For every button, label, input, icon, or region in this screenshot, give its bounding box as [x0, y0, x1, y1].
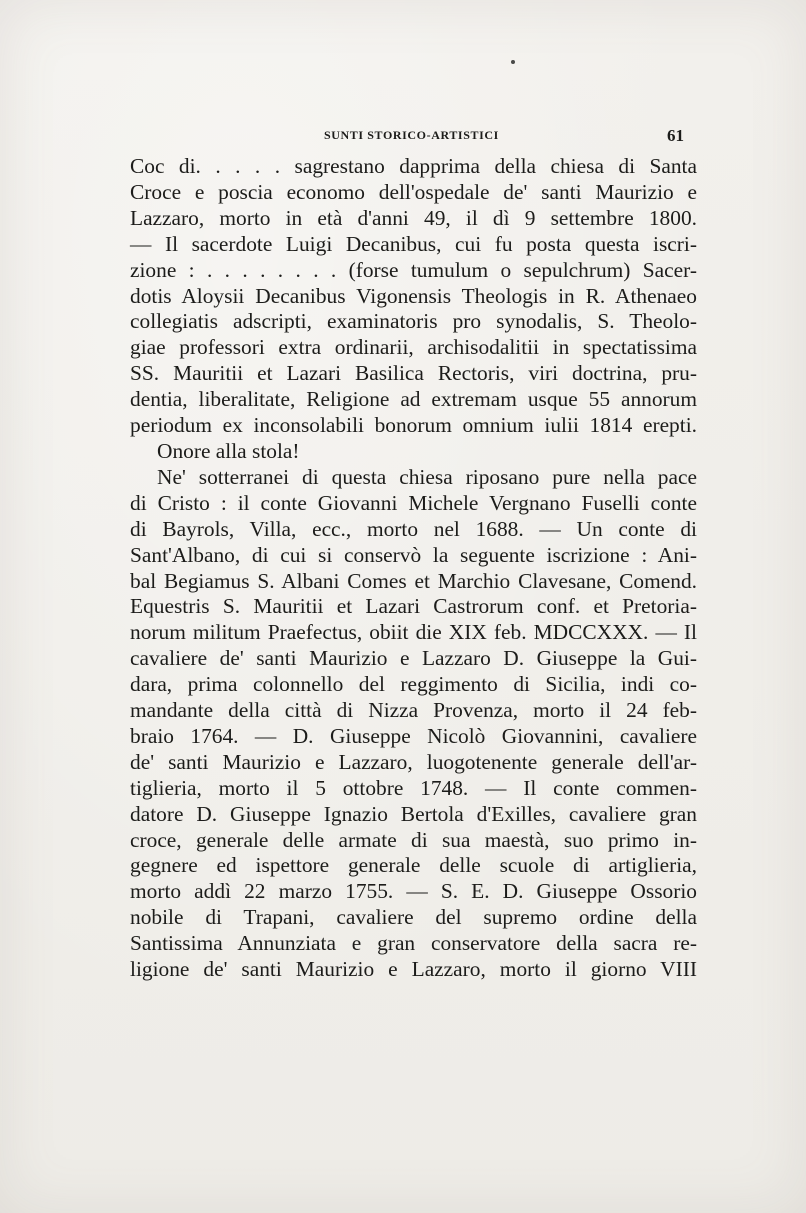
text-line: Croce e poscia economo dell'ospedale de' santi Maurizio e [130, 179, 697, 204]
text-line: mandante della città di Nizza Provenza, morto il 24 feb- [130, 698, 697, 723]
text-line: zione : . . . . . . . . (forse tumulum o sepulchrum) Sacer- [130, 257, 697, 282]
body-text [130, 154, 697, 983]
text-line: Equestris S. Mauritii et Lazari Castrorum conf. et Pretoria- [130, 594, 697, 619]
text-line: dotis Aloysii Decanibus Vigonensis Theologis in R. Athenaeo [130, 283, 697, 308]
text-line: Santissima Annunziata e gran conservatore della sacra re- [130, 931, 697, 956]
text-line: collegiatis adscripti, examinatoris pro synodalis, S. Theolo- [130, 309, 697, 334]
text-line: dentia, liberalitate, Religione ad extremam usque 55 annorum [130, 387, 697, 412]
text-line: de' santi Maurizio e Lazzaro, luogotenente generale dell'ar- [130, 749, 697, 774]
text-line: SS. Mauritii et Lazari Basilica Rectoris, viri doctrina, pru- [130, 361, 697, 386]
text-line: di Cristo : il conte Giovanni Michele Vergnano Fuselli conte [130, 490, 697, 515]
text-line: Lazzaro, morto in età d'anni 49, il dì 9 settembre 1800. [130, 205, 697, 230]
text-line: ligione de' santi Maurizio e Lazzaro, morto il giorno VIII [130, 957, 697, 982]
text-line: periodum ex inconsolabili bonorum omnium iulii 1814 erepti. [130, 413, 697, 438]
text-line: Ne' sotterranei di questa chiesa riposano pure nella pace [157, 464, 697, 489]
text-line: di Bayrols, Villa, ecc., morto nel 1688. — Un conte di [130, 516, 697, 541]
text-line: tiglieria, morto il 5 ottobre 1748. — Il conte commen- [130, 775, 697, 800]
text-line: Sant'Albano, di cui si conservò la seguente iscrizione : Ani- [130, 542, 697, 567]
page-number: 61 [667, 126, 684, 145]
running-title: SUNTI STORICO-ARTISTICI [324, 128, 499, 142]
text-line: morto addì 22 marzo 1755. — S. E. D. Giuseppe Ossorio [130, 879, 697, 904]
text-line: norum militum Praefectus, obiit die XIX feb. MDCCXXX. — Il [130, 620, 697, 645]
text-line: Onore alla stola! [157, 438, 300, 463]
text-line: datore D. Giuseppe Ignazio Bertola d'Exilles, cavaliere gran [130, 801, 697, 826]
text-line: gegnere ed ispettore generale delle scuole di artiglieria, [130, 853, 697, 878]
ink-speck [511, 60, 515, 64]
text-line: Coc di. . . . . sagrestano dapprima della chiesa di Santa [130, 154, 697, 178]
text-line: braio 1764. — D. Giuseppe Nicolò Giovannini, cavaliere [130, 723, 697, 748]
text-line: dara, prima colonnello del reggimento di Sicilia, indi co- [130, 672, 697, 697]
text-line: nobile di Trapani, cavaliere del supremo ordine della [130, 905, 697, 930]
text-line: — Il sacerdote Luigi Decanibus, cui fu posta questa iscri- [130, 231, 697, 256]
text-line: cavaliere de' santi Maurizio e Lazzaro D. Giuseppe la Gui- [130, 646, 697, 671]
text-line: croce, generale delle armate di sua maestà, suo primo in- [130, 827, 697, 852]
text-line: bal Begiamus S. Albani Comes et Marchio Clavesane, Comend. [130, 568, 697, 593]
text-line: giae professori extra ordinarii, archisodalitii in spectatissima [130, 335, 697, 360]
